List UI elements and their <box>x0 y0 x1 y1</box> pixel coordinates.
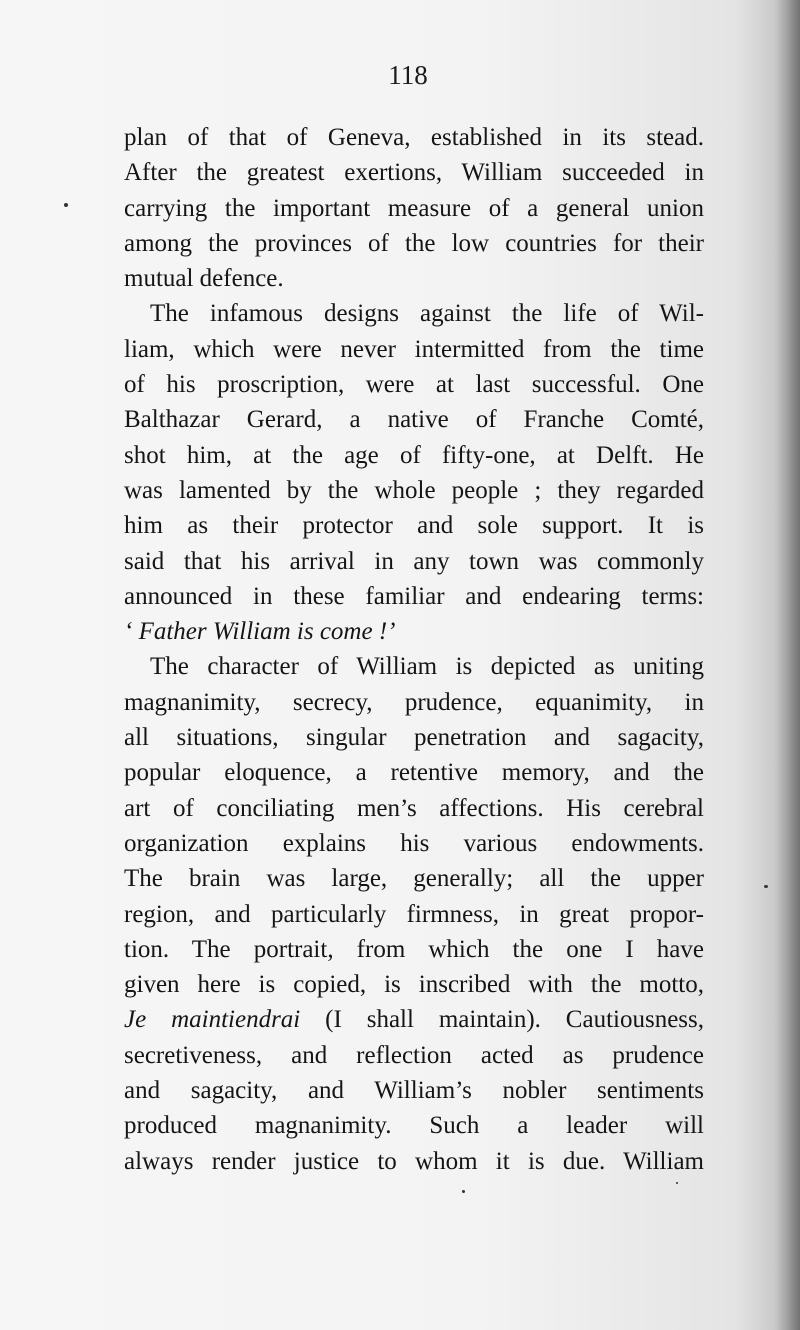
scan-speck <box>676 1182 678 1184</box>
text-line: region, and particularly firmness, in great propor- <box>124 900 704 928</box>
page-edge-shadow <box>774 0 800 1330</box>
text-line: announced in these familiar and endearing terms: <box>124 582 704 610</box>
text-line-motto: Je maintiendrai (I shall maintain). Cautiousness, <box>124 1006 704 1034</box>
text-line: and sagacity, and William’s nobler sentiments <box>124 1077 704 1105</box>
text-line: said that his arrival in any town was commonly <box>124 547 704 575</box>
text-line: shot him, at the age of fifty-one, at Delft. He <box>124 441 704 469</box>
text-line: organization explains his various endowments. <box>124 829 704 857</box>
text-line: plan of that of Geneva, established in its stead. <box>124 124 704 151</box>
page-number: 118 <box>388 60 428 90</box>
text-line: popular eloquence, a retentive memory, and the <box>124 759 704 787</box>
text-line: him as their protector and sole support. It is <box>124 512 704 540</box>
body-text <box>124 120 704 1179</box>
text-line-quote: ‘ Father William is come !’ <box>124 618 396 646</box>
text-line: Balthazar Gerard, a native of Franche Comté, <box>124 406 704 434</box>
text-line: The character of William is depicted as uniting <box>150 653 704 681</box>
text-line: always render justice to whom it is due. William <box>124 1147 704 1175</box>
text-line: The infamous designs against the life of Wil- <box>150 300 704 328</box>
scan-speck <box>462 1190 465 1193</box>
text-line: The brain was large, generally; all the upper <box>124 865 704 893</box>
text-line: mutual defence. <box>124 265 284 293</box>
text-line: carrying the important measure of a general union <box>124 194 704 222</box>
text-line: tion. The portrait, from which the one I have <box>124 935 704 963</box>
motto-italic: Je maintiendrai <box>124 1006 301 1034</box>
text-line: After the greatest exertions, William succeeded in <box>124 159 704 187</box>
text-line: given here is copied, is inscribed with the motto, <box>124 971 704 999</box>
scan-speck <box>764 885 768 888</box>
text-line: among the provinces of the low countries for their <box>124 229 704 257</box>
text-line: was lamented by the whole people ; they regarded <box>124 476 704 504</box>
text-line: magnanimity, secrecy, prudence, equanimity, in <box>124 688 704 716</box>
text-line: liam, which were never intermitted from the time <box>124 335 704 363</box>
text-line: produced magnanimity. Such a leader will <box>124 1112 704 1140</box>
scan-speck <box>64 203 68 207</box>
text-line: of his proscription, were at last successful. One <box>124 371 704 399</box>
text-line: art of conciliating men’s affections. His cerebral <box>124 794 704 822</box>
text-line: all situations, singular penetration and sagacity, <box>124 724 704 752</box>
text-line: secretiveness, and reflection acted as prudence <box>124 1041 704 1069</box>
